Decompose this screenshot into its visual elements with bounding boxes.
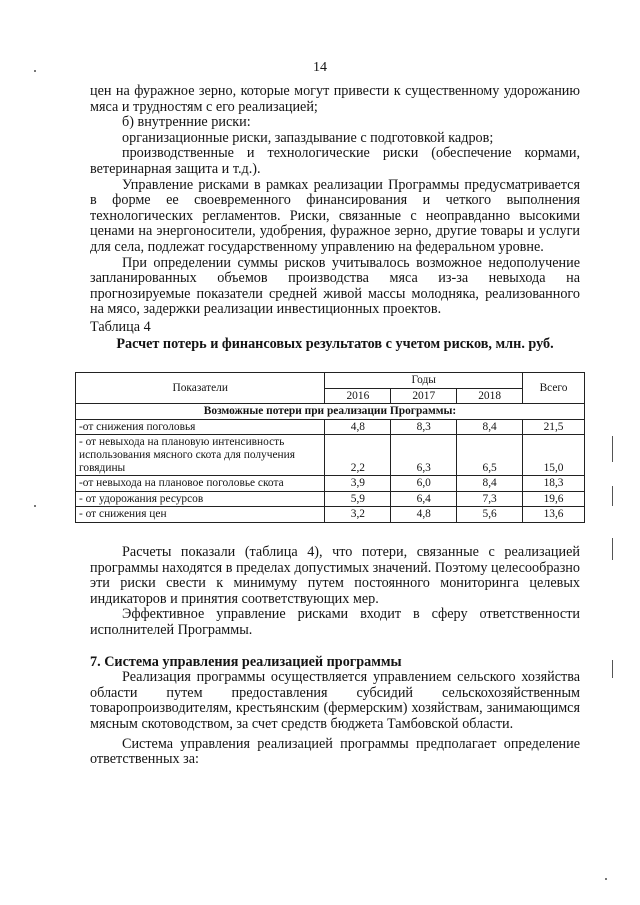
row-label: -от невыхода на плановое поголовье скота — [76, 476, 325, 492]
paragraph: цен на фуражное зерно, которые могут привести к существенному удорожанию мяса и трудностям с его реализацией; — [90, 83, 580, 115]
cell-value: 8,4 — [457, 476, 523, 492]
row-label: - от невыхода на плановую интенсивность использования мясного скота для получения говядины — [76, 435, 325, 476]
row-label: - от удорожания ресурсов — [76, 491, 325, 507]
paragraph: производственные и технологические риски (обеспечение кормами, ветеринарная защита и т.д.). — [90, 145, 580, 177]
paragraph: Расчеты показали (таблица 4), что потери, связанные с реализацией программы находятся в пределах допустимых значений. Поэтому целесообразно эти риски свести к минимуму путем постоянного мониторинга целевых индикаторов и принятия соответствующих мер. — [90, 544, 580, 607]
top-text-block — [90, 84, 580, 352]
header-year: 2018 — [457, 388, 523, 404]
scan-mark — [612, 436, 613, 462]
row-label: -от снижения поголовья — [76, 419, 325, 435]
cell-value: 6,4 — [391, 491, 457, 507]
paragraph: Реализация программы осуществляется управлением сельского хозяйства области путем предоставления субсидий сельскохозяйственным товаропроизводителям, крестьянским (фермерским) хозяйствам, занимающимся мясным скотоводством, за счет средств бюджета Тамбовской области. — [90, 669, 580, 732]
paragraph: Система управления реализацией программы предполагает определение ответственных за: — [90, 735, 580, 768]
header-years: Годы — [325, 373, 523, 389]
cell-total: 21,5 — [523, 419, 585, 435]
cell-value: 6,0 — [391, 476, 457, 492]
header-indicators: Показатели — [76, 373, 325, 404]
cell-total: 15,0 — [523, 435, 585, 476]
table-caption: Таблица 4 — [90, 318, 151, 335]
scan-mark — [612, 486, 613, 506]
cell-value: 6,3 — [391, 435, 457, 476]
cell-value: 8,3 — [391, 419, 457, 435]
table-row — [76, 476, 585, 492]
bottom-text-block — [90, 545, 580, 768]
scan-speck — [34, 70, 36, 72]
paragraph: Эффективное управление рисками входит в сферу ответственности исполнителей Программы. — [90, 606, 580, 638]
section-row: Возможные потери при реализации Программы: — [76, 404, 585, 420]
cell-value: 4,8 — [391, 507, 457, 523]
header-year: 2016 — [325, 388, 391, 404]
cell-value: 3,9 — [325, 476, 391, 492]
table-title: Расчет потерь и финансовых результатов с учетом рисков, млн. руб. — [116, 335, 554, 352]
paragraph: организационные риски, запаздывание с подготовкой кадров; — [122, 129, 494, 146]
row-label: - от снижения цен — [76, 507, 325, 523]
cell-value: 6,5 — [457, 435, 523, 476]
header-year: 2017 — [391, 388, 457, 404]
cell-value: 8,4 — [457, 419, 523, 435]
cell-total: 13,6 — [523, 507, 585, 523]
scan-mark — [612, 538, 613, 560]
cell-value: 5,6 — [457, 507, 523, 523]
paragraph: Управление рисками в рамках реализации Программы предусматривается в форме ее своевременного финансирования и четкого выполнения технологических регламентов. Риски, связанные с неоправданно высокими ценами на энергоносители, удобрения, фуражное зерно, другие товары и услуги для села, подлежат государственному управлению на федеральном уровне. — [90, 176, 580, 255]
section-heading: 7. Система управления реализацией программы — [90, 653, 402, 670]
table-row — [76, 507, 585, 523]
header-total: Всего — [523, 373, 585, 404]
risk-table — [75, 372, 585, 523]
cell-value: 7,3 — [457, 491, 523, 507]
page-number: 14 — [313, 60, 327, 75]
table-row — [76, 435, 585, 476]
cell-value: 2,2 — [325, 435, 391, 476]
cell-value: 4,8 — [325, 419, 391, 435]
scan-speck — [605, 878, 607, 880]
scan-speck — [34, 505, 36, 507]
cell-value: 5,9 — [325, 491, 391, 507]
scan-mark — [612, 660, 613, 678]
table-row — [76, 491, 585, 507]
paragraph: При определении суммы рисков учитывалось возможное недополучение запланированных объемов производства мяса из-за невыхода на прогнозируемые показатели средней живой массы молодняка, реализованного на мясо, задержки реализации инвестиционных проектов. — [90, 254, 580, 318]
table-row — [76, 419, 585, 435]
cell-total: 19,6 — [523, 491, 585, 507]
paragraph: б) внутренние риски: — [122, 114, 251, 131]
cell-value: 3,2 — [325, 507, 391, 523]
cell-total: 18,3 — [523, 476, 585, 492]
